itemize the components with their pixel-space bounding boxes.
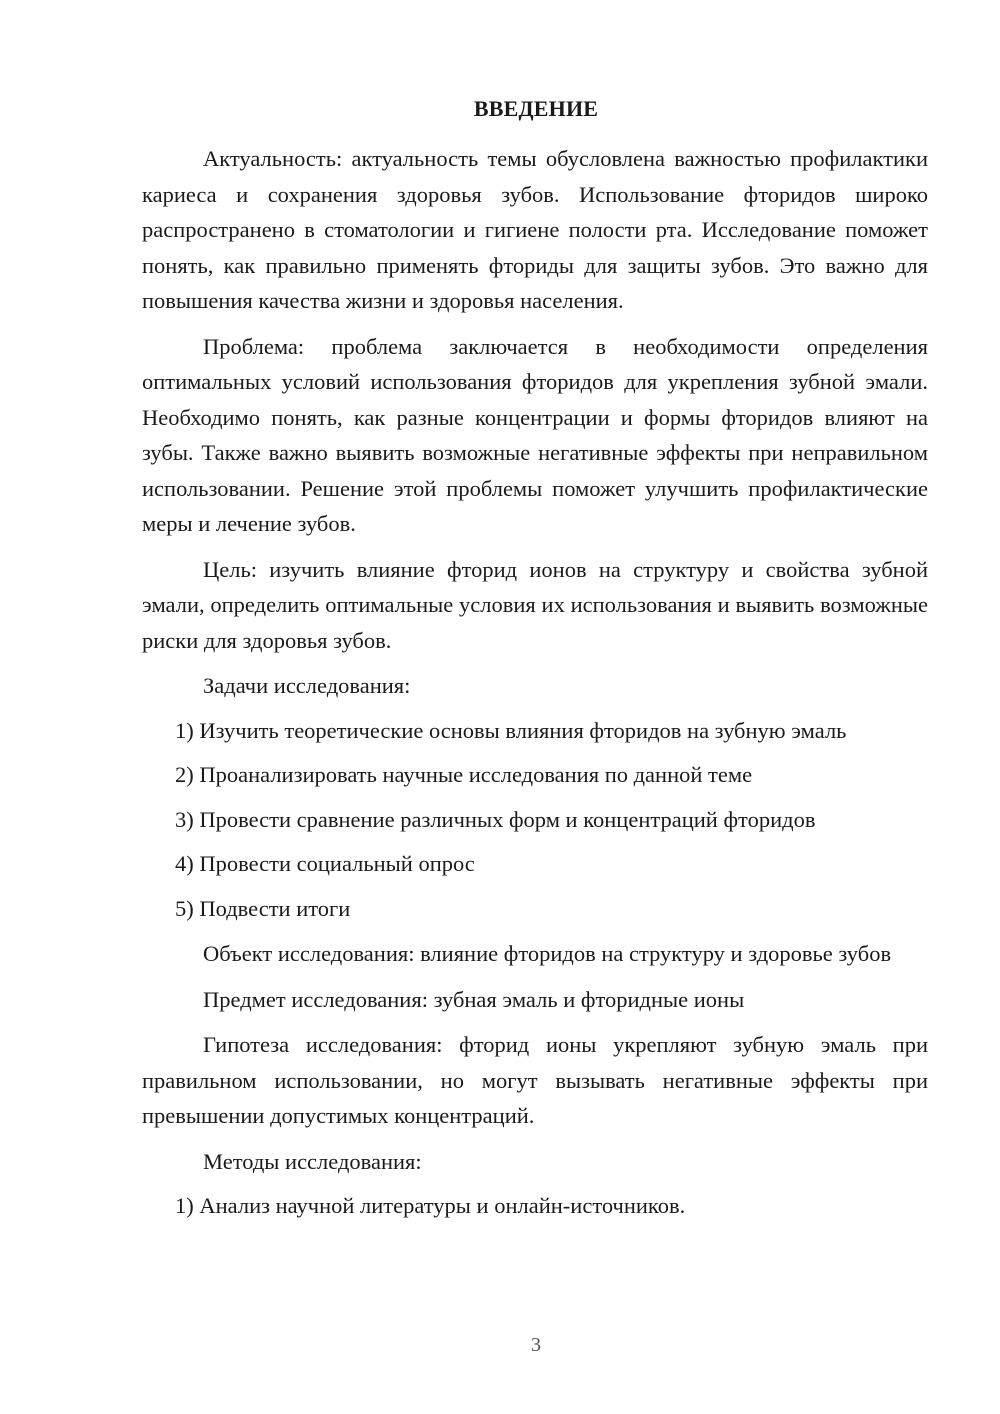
tasks-heading: Задачи исследования: (203, 673, 411, 698)
subject-paragraph: Предмет исследования: зубная эмаль и фторидные ионы (203, 986, 745, 1012)
page-number: 3 (531, 1334, 541, 1356)
object-paragraph: Объект исследования: влияние фторидов на структуру и здоровье зубов (203, 941, 892, 966)
task-item-1: 1) Изучить теоретические основы влияния фторидов на зубную эмаль (175, 717, 847, 743)
task-item-4: 4) Провести социальный опрос (175, 851, 475, 876)
relevance-paragraph: Актуальность: актуальность темы обусловлена важностью профилактики кариеса и сохранения здоровья зубов. Использование фторидов широко распространено в стоматологии и гигиене полости рта. Исследование поможет понять, как правильно применять фториды для защиты зубов. Это важно для повышения качества жизни и здоровья населения. (142, 146, 928, 313)
task-item-2: 2) Проанализировать научные исследования по данной теме (175, 762, 753, 787)
methods-heading: Методы исследования: (203, 1148, 422, 1174)
page-title: ВВЕДЕНИЕ (473, 96, 599, 121)
task-item-5: 5) Подвести итоги (175, 895, 351, 921)
document-body (142, 141, 928, 1224)
goal-paragraph: Цель: изучить влияние фторид ионов на структуру и свойства зубной эмали, определить оптимальные условия их использования и выявить возможные риски для здоровья зубов. (142, 556, 928, 653)
problem-paragraph: Проблема: проблема заключается в необходимости определения оптимальных условий использования фторидов для укрепления зубной эмали. Необходимо понять, как разные концентрации и формы фторидов влияют на зубы. Также важно выявить возможные негативные эффекты при неправильном использовании. Решение этой проблемы поможет улучшить профилактические меры и лечение зубов. (142, 333, 928, 536)
method-item-1: 1) Анализ научной литературы и онлайн-источников. (175, 1193, 686, 1218)
hypothesis-paragraph: Гипотеза исследования: фторид ионы укрепляют зубную эмаль при правильном использовании, но могут вызывать негативные эффекты при превышении допустимых концентраций. (142, 1032, 928, 1128)
task-item-3: 3) Провести сравнение различных форм и концентраций фторидов (175, 806, 816, 832)
